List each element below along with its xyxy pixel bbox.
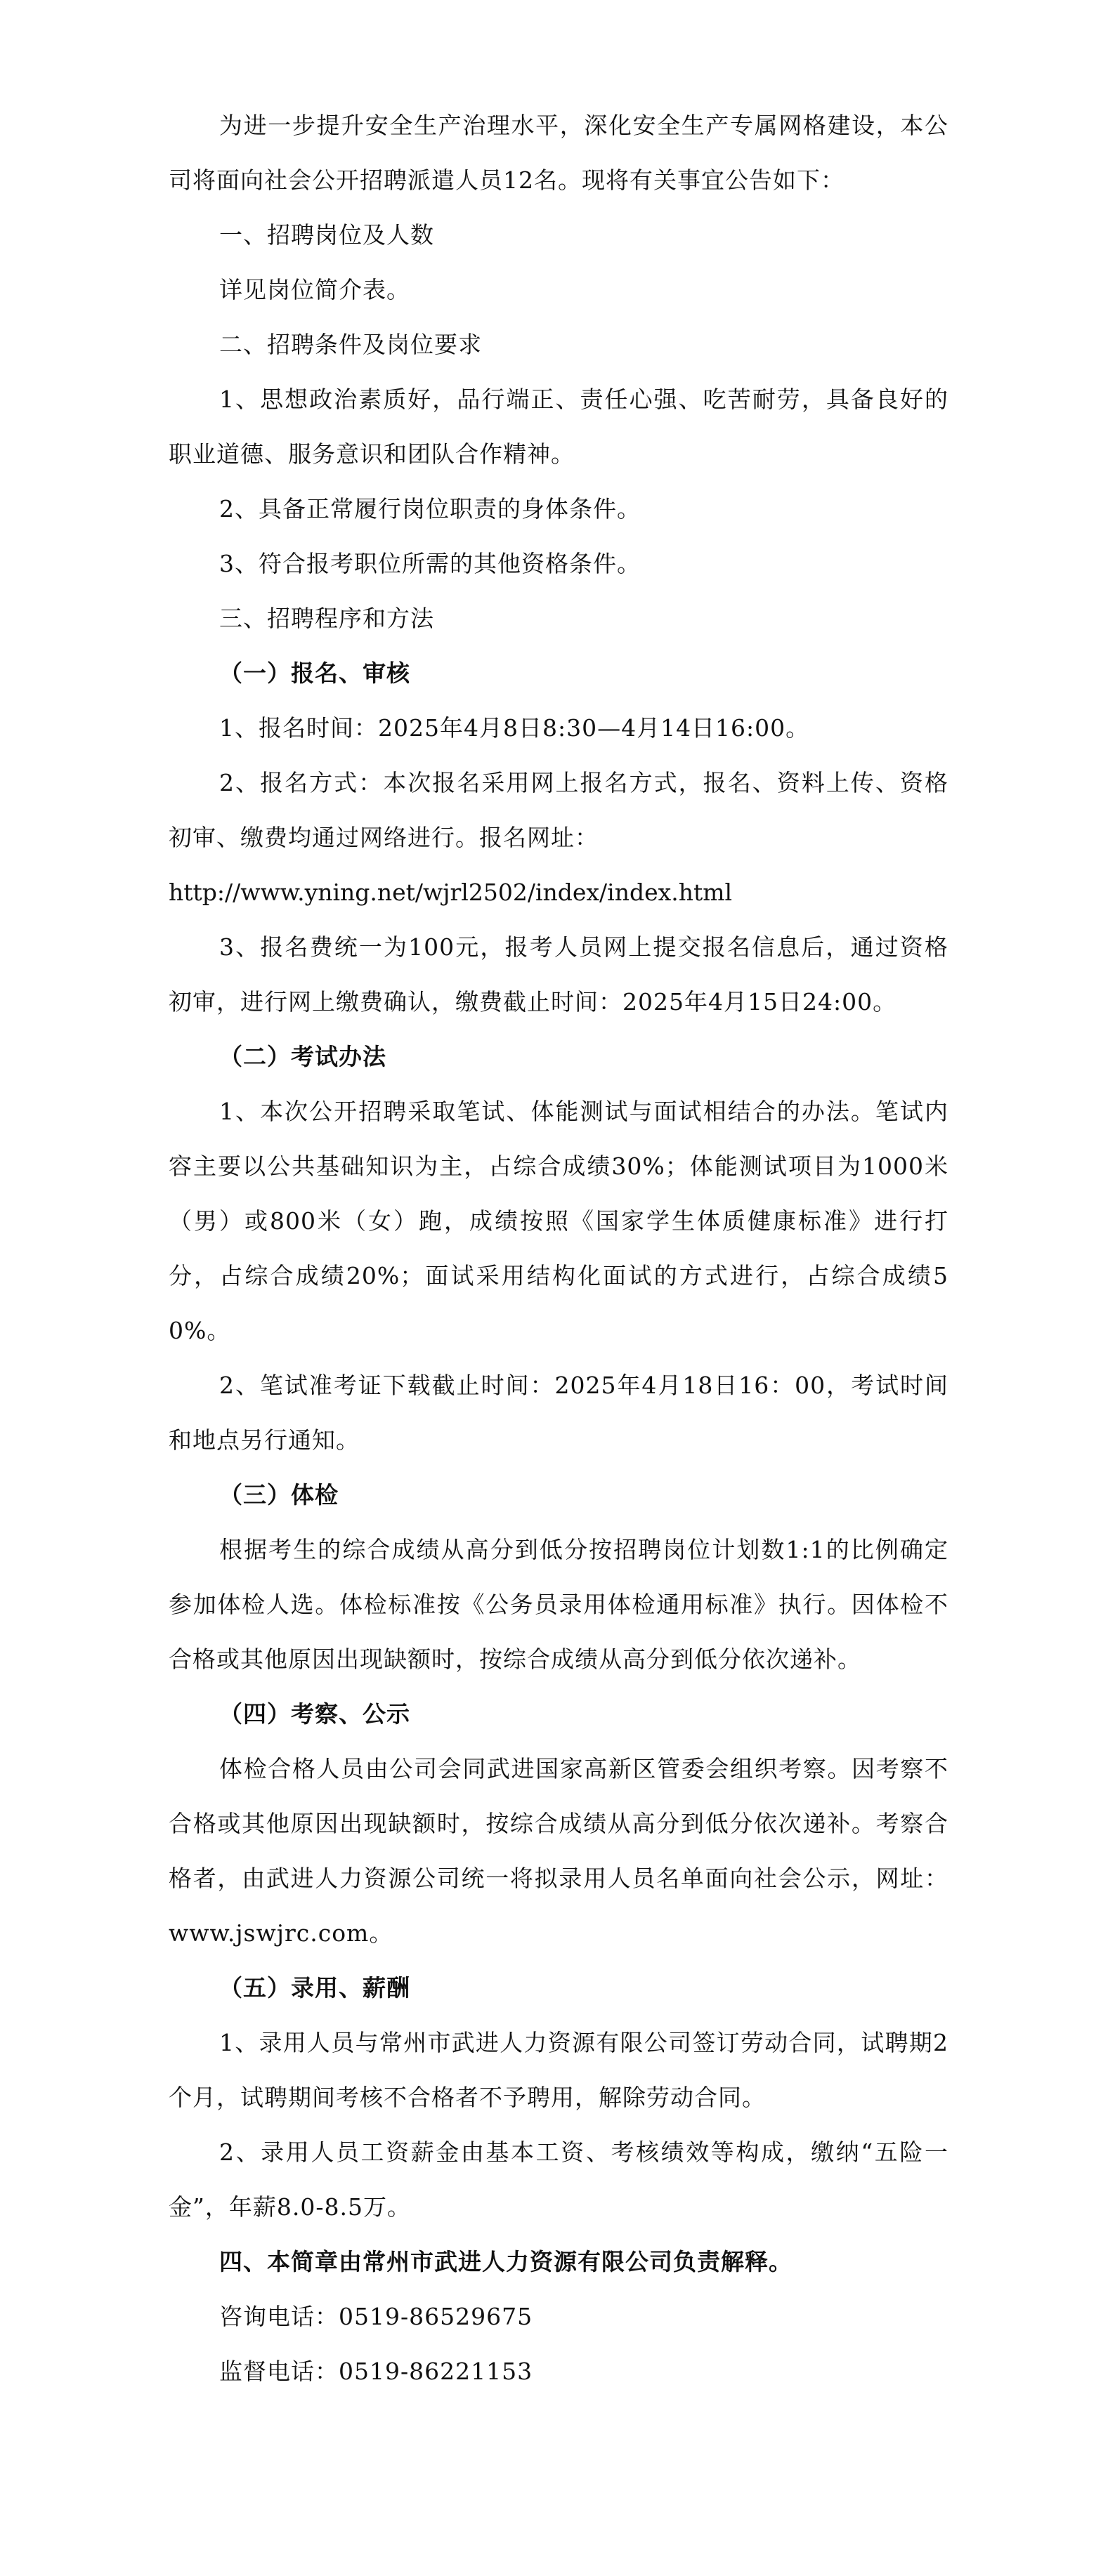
registration-fee: 3、报名费统一为100元，报考人员网上提交报名信息后，通过资格初审，进行网上缴费确认，缴费截止时间：2025年4月15日24:00。 [169, 933, 948, 1016]
physical-exam-body: 根据考生的综合成绩从高分到低分按招聘岗位计划数1:1的比例确定参加体检人选。体检标准按《公务员录用体检通用标准》执行。因体检不合格或其他原因出现缺额时，按综合成绩从高分到低分依次递补。 [169, 1536, 948, 1673]
section3-heading: 三、招聘程序和方法 [219, 605, 434, 632]
section2-heading: 二、招聘条件及岗位要求 [219, 331, 482, 358]
section1-heading: 一、招聘岗位及人数 [219, 221, 434, 249]
section4-heading: 四、本简章由常州市武进人力资源有限公司负责解释。 [219, 2248, 793, 2275]
supervise-phone: 监督电话：0519-86221153 [219, 2358, 533, 2385]
requirement-item: 2、具备正常履行岗位职责的身体条件。 [219, 495, 641, 523]
registration-time: 1、报名时间：2025年4月8日8:30—4月14日16:00。 [219, 714, 810, 742]
section1-body: 详见岗位简介表。 [219, 276, 410, 303]
sub2-heading: （二）考试办法 [219, 1043, 386, 1070]
requirement-item: 3、符合报考职位所需的其他资格条件。 [219, 550, 641, 577]
intro-paragraph: 为进一步提升安全生产治理水平，深化安全生产专属网格建设，本公司将面向社会公开招聘派遣人员12名。现将有关事宜公告如下： [169, 112, 948, 194]
salary-info: 2、录用人员工资薪金由基本工资、考核绩效等构成，缴纳“五险一金”，年薪8.0-8.5万。 [169, 2138, 948, 2221]
consult-phone: 咨询电话：0519-86529675 [219, 2303, 533, 2330]
inspection-body: 体检合格人员由公司会同武进国家高新区管委会组织考察。因考察不合格或其他原因出现缺额时，按综合成绩从高分到低分依次递补。考察合格者，由武进人力资源公司统一将拟录用人员名单面向社会公示，网址：www.jswjrc.com。 [169, 1755, 948, 1947]
sub4-heading: （四）考察、公示 [219, 1700, 410, 1728]
sub3-heading: （三）体检 [219, 1481, 339, 1509]
announcement-document [169, 98, 948, 2399]
registration-method: 2、报名方式：本次报名采用网上报名方式，报名、资料上传、资格初审、缴费均通过网络进行。报名网址： [169, 769, 948, 851]
sub1-heading: （一）报名、审核 [219, 659, 410, 687]
exam-ticket-deadline: 2、笔试准考证下载截止时间：2025年4月18日16：00，考试时间和地点另行通知。 [169, 1372, 948, 1454]
exam-method: 1、本次公开招聘采取笔试、体能测试与面试相结合的办法。笔试内容主要以公共基础知识为主，占综合成绩30%；体能测试项目为1000米（男）或800米（女）跑，成绩按照《国家学生体质健康标准》进行打分，占综合成绩20%；面试采用结构化面试的方式进行，占综合成绩50%。 [169, 1098, 948, 1344]
registration-url-link[interactable]: http://www.yning.net/wjrl2502/index/index.html [169, 879, 733, 906]
sub5-heading: （五）录用、薪酬 [219, 1974, 410, 2002]
requirement-item: 1、思想政治素质好，品行端正、责任心强、吃苦耐劳，具备良好的职业道德、服务意识和团队合作精神。 [169, 386, 948, 468]
hiring-contract: 1、录用人员与常州市武进人力资源有限公司签订劳动合同，试聘期2个月，试聘期间考核不合格者不予聘用，解除劳动合同。 [169, 2029, 948, 2111]
